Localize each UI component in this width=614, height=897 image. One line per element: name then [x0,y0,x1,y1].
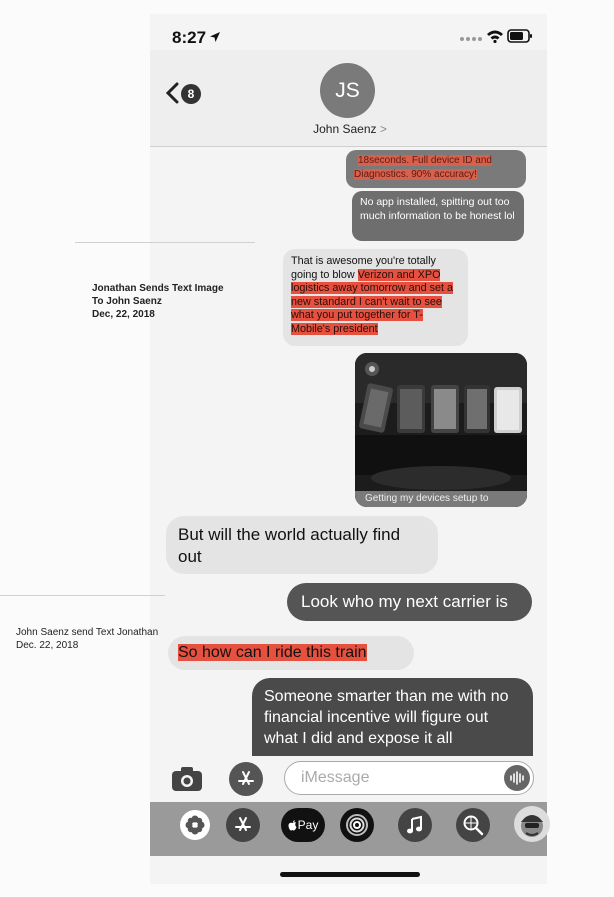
message-line: Diagnostics. 90% accuracy! [354,169,477,180]
message-bubble[interactable] [287,583,532,621]
audio-record-button[interactable] [504,765,530,791]
message-line: 18seconds. Full device ID and [358,155,492,166]
apple-pay-label: Pay [297,818,319,832]
memoji-icon [514,806,550,842]
app-store-button[interactable] [229,762,263,796]
annotation-caption [16,626,158,652]
message-input[interactable] [284,761,534,795]
apple-pay-button[interactable] [281,808,325,842]
message-bubble[interactable] [283,249,468,346]
message-text: But will the world actually find out [178,525,401,566]
app-store-drawer-button[interactable] [226,808,260,842]
apple-logo-icon [288,820,297,831]
message-text: That is awesome you're totally going to blow [291,255,436,281]
camera-icon[interactable] [170,765,204,793]
annotation-line-1: Jonathan Sends Text Image [92,283,224,294]
message-highlight: Verizon and XPO logistics away tomorrow and set a new standard I can't wait to see what you put together for T-Mobile's president [291,268,454,335]
activity-rings-icon [345,813,369,837]
music-note-icon [406,815,424,835]
message-bubble[interactable] [352,191,524,241]
annotation-line-2: Dec. 22, 2018 [16,640,79,651]
message-highlight: So how can I ride this train [178,644,367,661]
annotation-line [75,242,255,243]
status-time: 8:27 [172,28,207,47]
message-text: Someone smarter than me with no financial incentive will figure out what I did and expose it all [264,688,509,747]
app-store-icon [236,769,256,789]
message-text: Look who my next carrier is [301,592,508,611]
search-images-app-button[interactable] [456,808,490,842]
battery-icon [507,29,533,43]
message-bubble[interactable] [168,636,414,670]
wifi-icon [486,29,504,43]
avatar-initials: JS [335,78,360,102]
photos-icon [184,814,206,836]
home-indicator[interactable] [280,872,420,877]
annotation-line-3: Dec, 22, 2018 [92,309,155,320]
message-bubble[interactable] [166,516,438,574]
message-bubble[interactable] [252,678,533,756]
contact-name: John Saenz [313,122,377,136]
globe-search-icon [462,814,484,836]
photos-app-button[interactable] [180,810,210,840]
image-attachment[interactable] [355,353,527,507]
app-store-icon [233,815,253,835]
message-input-placeholder: iMessage [301,769,370,786]
back-chevron-icon[interactable] [165,82,179,104]
annotation-line [0,595,165,596]
location-arrow-icon [209,31,221,43]
devices-photo [355,353,527,507]
image-caption: Getting my devices setup to [355,491,527,507]
annotation-line-1: John Saenz send Text Jonathan [16,627,159,638]
avatar[interactable] [320,63,375,118]
activity-app-button[interactable] [340,808,374,842]
signal-dots-icon [460,36,482,42]
message-bubble[interactable] [346,150,526,188]
audio-waveform-icon [509,771,525,785]
annotation-caption [92,282,224,321]
unread-count-badge[interactable] [181,84,201,104]
unread-count: 8 [187,87,195,101]
message-text: No app installed, spitting out too much information to be honest lol [360,196,515,222]
memoji-app-button[interactable] [514,806,550,842]
annotation-line-2: To John Saenz [92,296,162,307]
music-app-button[interactable] [398,808,432,842]
contact-name-row[interactable] [300,122,400,136]
contact-chevron-icon: > [379,122,387,136]
